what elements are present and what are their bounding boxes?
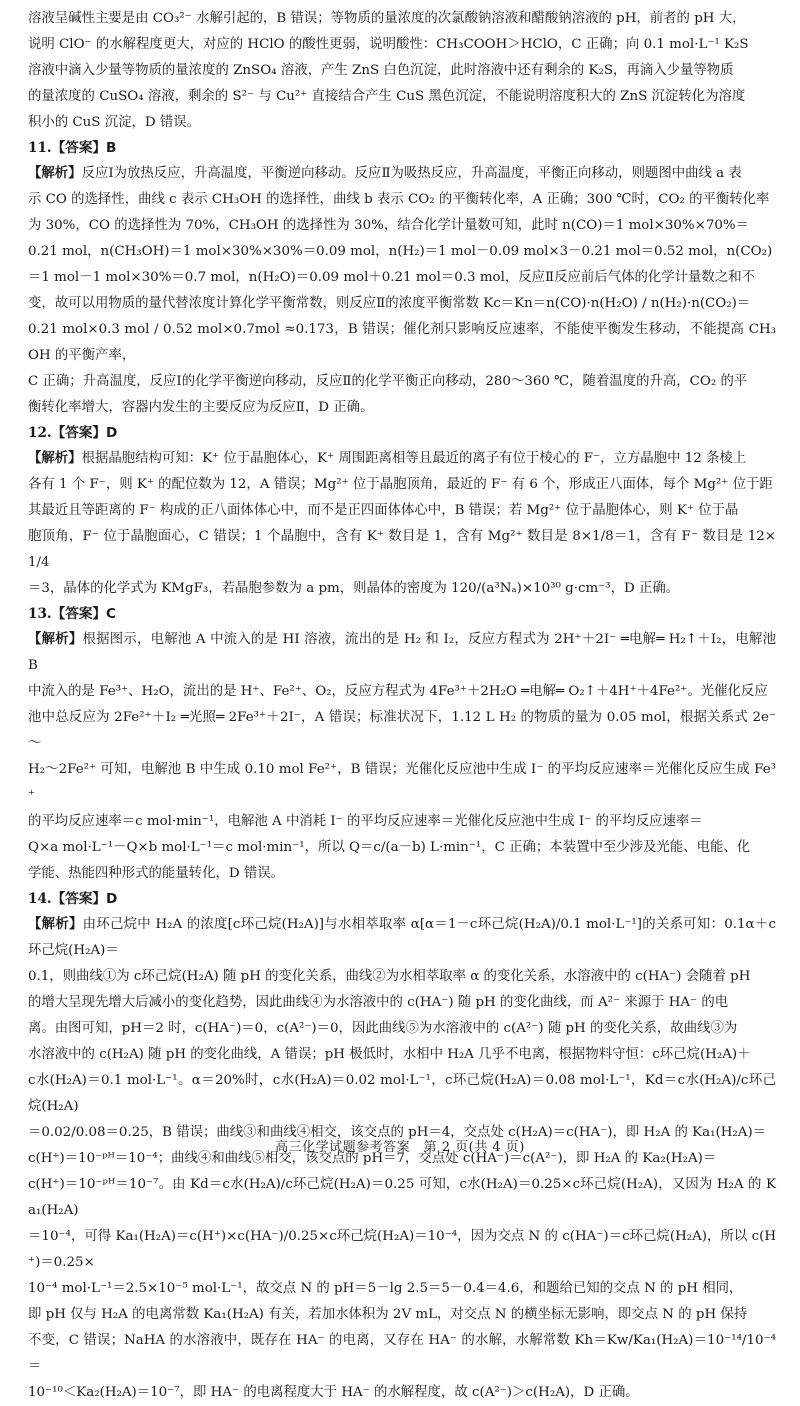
text-line: 0.21 mol，n(CH₃OH)＝1 mol×30%×30%＝0.09 mol，n(H₂)＝1 mol－0.09 mol×3－0.21 mol＝0.52 mol，n(CO₂) (28, 244, 773, 259)
text-line: H₂～2Fe²⁺ 可知，电解池 B 中生成 0.10 mol Fe²⁺，B 错误；光催化反应池中生成 I⁻ 的平均反应速率＝光催化反应生成 Fe³⁺ (28, 762, 776, 803)
text-line: 【解析】反应Ⅰ为放热反应，升高温度，平衡逆向移动。反应Ⅱ为吸热反应，升高温度，平衡正向移动，则题图中曲线 a 表 (28, 166, 742, 181)
text-line: ＝3，晶体的化学式为 KMgF₃，若晶胞参数为 a pm，则晶体的密度为 120/(a³Nₐ)×10³⁰ g·cm⁻³，D 正确。 (28, 581, 680, 596)
question-number: 12.【答案】D (28, 425, 118, 441)
text-line: 学能、热能四种形式的能量转化，D 错误。 (28, 866, 285, 881)
text-line: c(H⁺)＝10⁻ᵖᴴ＝10⁻⁷。由 Kd＝c水(H₂A)/c环己烷(H₂A)＝0.25 可知，c水(H₂A)＝0.25×c环己烷(H₂A)，又因为 H₂A 的 Ka₁(H₂A) (28, 1177, 776, 1218)
question-11 (28, 136, 776, 421)
text-line: 溶液呈碱性主要是由 CO₃²⁻ 水解引起的，B 错误；等物质的量浓度的次氯酸钠溶液和醋酸钠溶液的 pH，前者的 pH 大， (28, 11, 746, 26)
question-number: 13.【答案】C (28, 606, 117, 622)
text-line: 其最近且等距离的 F⁻ 构成的正八面体体心中，而不是正四面体体心中，B 错误；若 Mg²⁺ 位于晶胞体心，则 K⁺ 位于晶 (28, 503, 739, 518)
text-line: 10⁻⁴ mol·L⁻¹＝2.5×10⁻⁵ mol·L⁻¹，故交点 N 的 pH＝5－lg 2.5＝5－0.4＝4.6，和题给已知的交点 N 的 pH 相同， (28, 1281, 743, 1296)
analysis-tag: 【解析】 (28, 917, 83, 932)
text-line: 0.21 mol×0.3 mol / 0.52 mol×0.7mol ≈0.173，B 错误；催化剂只影响反应速率，不能使平衡发生移动，不能提高 CH₃OH 的平衡产率， (28, 322, 776, 363)
text-line: 10⁻¹⁰＜Ka₂(H₂A)＝10⁻⁷，即 HA⁻ 的电离程度大于 HA⁻ 的水解程度，故 c(A²⁻)＞c(H₂A)，D 正确。 (28, 1385, 639, 1400)
answer-label: 【答案】D (51, 425, 118, 441)
text-line: 池中总反应为 2Fe²⁺＋I₂ ═光照═ 2Fe³⁺＋2I⁻，A 错误；标准状况下，1.12 L H₂ 的物质的量为 0.05 mol，根据关系式 2e⁻～ (28, 710, 776, 751)
analysis-tag: 【解析】 (28, 166, 82, 181)
text-line: ＝1 mol－1 mol×30%＝0.7 mol，n(H₂O)＝0.09 mol＋0.21 mol＝0.3 mol，反应Ⅱ反应前后气体的化学计量数之和不 (28, 270, 755, 285)
continued-explanation (28, 6, 776, 136)
text-line: 【解析】根据图示，电解池 A 中流入的是 HI 溶液，流出的是 H₂ 和 I₂，反应方程式为 2H⁺＋2I⁻ ═电解═ H₂↑＋I₂，电解池 B (28, 632, 777, 673)
text-line: ＝0.02/0.08＝0.25，B 错误；曲线③和曲线④相交，该交点的 pH＝4，交点处 c(H₂A)＝c(HA⁻)，即 H₂A 的 Ka₁(H₂A)＝ (28, 1125, 767, 1140)
answer-label: 【答案】B (51, 140, 117, 156)
answer-label: 【答案】D (51, 891, 118, 907)
text-line: ＝10⁻⁴，可得 Ka₁(H₂A)＝c(H⁺)×c(HA⁻)/0.25×c环己烷(H₂A)＝10⁻⁴，因为交点 N 的 c(HA⁻)＝c环己烷(H₂A)，所以 c(H⁺)＝0.25× (28, 1229, 776, 1270)
page-footer: 高三化学试题参考答案 第 2 页(共 4 页) (275, 1140, 525, 1155)
analysis-tag: 【解析】 (28, 632, 83, 647)
question-number: 11.【答案】B (28, 140, 117, 156)
text-line: 变，故可以用物质的量代替浓度计算化学平衡常数，则反应Ⅱ的浓度平衡常数 Kc＝Kn＝n(CO)·n(H₂O) / n(H₂)·n(CO₂)＝ (28, 296, 751, 311)
text-line: 不变，C 错误；NaHA 的水溶液中，既存在 HA⁻ 的电离，又存在 HA⁻ 的水解，水解常数 Kh＝Kw/Ka₁(H₂A)＝10⁻¹⁴/10⁻⁴＝ (28, 1333, 776, 1374)
text-line: 为 30%，CO 的选择性为 70%，CH₃OH 的选择性为 30%，结合化学计量数可知，此时 n(CO)＝1 mol×30%×70%＝ (28, 218, 750, 233)
text-line: 离。由图可知，pH＝2 时，c(HA⁻)＝0，c(A²⁻)＝0，因此曲线⑤为水溶液中的 c(A²⁻) 随 pH 的变化关系，故曲线③为 (28, 1021, 738, 1036)
question-13 (28, 602, 776, 887)
text-line: 水溶液中的 c(H₂A) 随 pH 的变化曲线，A 错误；pH 极低时，水相中 H₂A 几乎不电离，根据物料守恒：c环己烷(H₂A)＋ (28, 1047, 751, 1062)
text-line: 衡转化率增大，容器内发生的主要反应为反应Ⅱ，D 正确。 (28, 400, 374, 415)
answer-label: 【答案】C (51, 606, 117, 622)
text-line: 0.1，则曲线①为 c环己烷(H₂A) 随 pH 的变化关系，曲线②为水相萃取率 α 的变化关系，水溶液中的 c(HA⁻) 会随着 pH (28, 969, 751, 984)
text-line: 的量浓度的 CuSO₄ 溶液，剩余的 S²⁻ 与 Cu²⁺ 直接结合产生 CuS 黑色沉淀，不能说明溶度积大的 ZnS 沉淀转化为溶度 (28, 89, 746, 104)
text-line: 积小的 CuS 沉淀，D 错误。 (28, 115, 201, 130)
answer-page (28, 6, 776, 1406)
text-line: 溶液中滴入少量等物质的量浓度的 ZnSO₄ 溶液，产生 ZnS 白色沉淀，此时溶液中还有剩余的 K₂S，再滴入少量等物质 (28, 63, 734, 78)
question-number: 14.【答案】D (28, 891, 118, 907)
text-line: 【解析】由环己烷中 H₂A 的浓度[c环己烷(H₂A)]与水相萃取率 α[α＝1－c环己烷(H₂A)/0.1 mol·L⁻¹]的关系可知：0.1α＋c环己烷(H₂A)＝ (28, 917, 777, 958)
text-line: 的平均反应速率＝c mol·min⁻¹，电解池 A 中消耗 I⁻ 的平均反应速率＝光催化反应池中生成 I⁻ 的平均反应速率＝ (28, 814, 703, 829)
analysis-tag: 【解析】 (28, 451, 82, 466)
question-12 (28, 421, 776, 602)
text-line: 中流入的是 Fe³⁺、H₂O，流出的是 H⁺、Fe²⁺、O₂，反应方程式为 4Fe³⁺＋2H₂O ═电解═ O₂↑＋4H⁺＋4Fe²⁺。光催化反应 (28, 684, 768, 699)
text-line: 各有 1 个 F⁻，则 K⁺ 的配位数为 12，A 错误；Mg²⁺ 位于晶胞顶角，最近的 F⁻ 有 6 个，形成正八面体，每个 Mg²⁺ 位于距 (28, 477, 773, 492)
text-line: 示 CO 的选择性，曲线 c 表示 CH₃OH 的选择性，曲线 b 表示 CO₂ 的平衡转化率，A 正确；300 ℃时，CO₂ 的平衡转化率 (28, 192, 770, 207)
text-line: 即 pH 仅与 H₂A 的电离常数 Ka₁(H₂A) 有关，若加水体积为 2V mL，对交点 N 的横坐标无影响，即交点 N 的 pH 保持 (28, 1307, 748, 1322)
text-line: 说明 ClO⁻ 的水解程度更大，对应的 HClO 的酸性更弱，说明酸性：CH₃COOH＞HClO，C 正确；向 0.1 mol·L⁻¹ K₂S (28, 37, 749, 52)
text-line: c水(H₂A)＝0.1 mol·L⁻¹。α＝20%时，c水(H₂A)＝0.02 mol·L⁻¹，c环己烷(H₂A)＝0.08 mol·L⁻¹，Kd＝c水(H₂A)/c环己烷(H₂A) (28, 1073, 776, 1114)
text-line: 【解析】根据晶胞结构可知：K⁺ 位于晶胞体心，K⁺ 周围距离相等且最近的离子有位于棱心的 F⁻，立方晶胞中 12 条棱上 (28, 451, 747, 466)
text-line: c(H⁺)＝10⁻ᵖᴴ＝10⁻⁴；曲线④和曲线⑤相交，该交点的 pH＝7，交点处 c(HA⁻)＝c(A²⁻)，即 H₂A 的 Ka₂(H₂A)＝ (28, 1151, 717, 1166)
text-line: Q×a mol·L⁻¹－Q×b mol·L⁻¹＝c mol·min⁻¹，所以 Q＝c/(a－b) L·min⁻¹，C 正确；本装置中至少涉及光能、电能、化 (28, 840, 751, 855)
text-line: 胞顶角，F⁻ 位于晶胞面心，C 错误；1 个晶胞中，含有 K⁺ 数目是 1，含有 Mg²⁺ 数目是 8×1/8＝1，含有 F⁻ 数目是 12×1/4 (28, 529, 776, 570)
text-line: C 正确；升高温度，反应Ⅰ的化学平衡逆向移动，反应Ⅱ的化学平衡正向移动，280～360 ℃，随着温度的升高，CO₂ 的平 (28, 374, 748, 389)
text-line: 的增大呈现先增大后减小的变化趋势，因此曲线④为水溶液中的 c(HA⁻) 随 pH 的变化曲线，而 A²⁻ 来源于 HA⁻ 的电 (28, 995, 729, 1010)
